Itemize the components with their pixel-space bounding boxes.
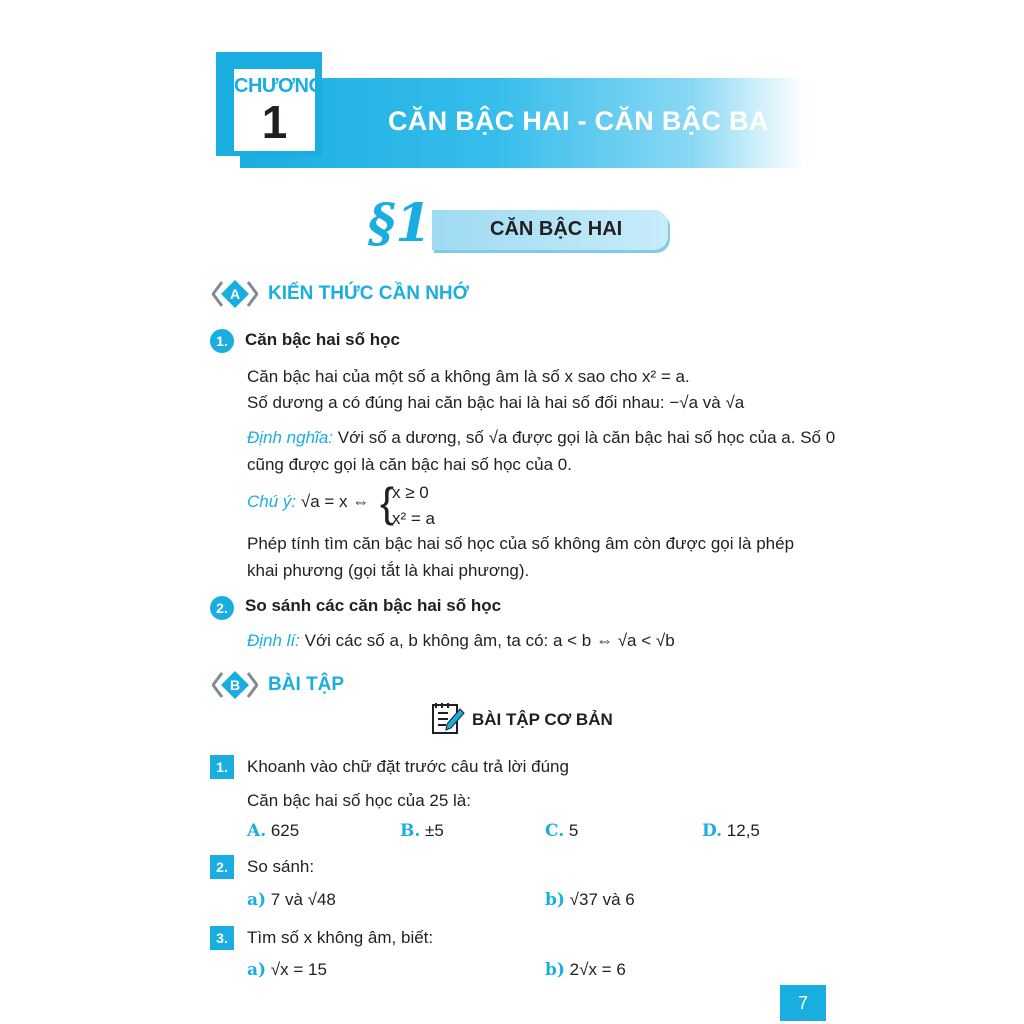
part-b-letter: B [229, 677, 241, 693]
part-a-letter: A [229, 286, 241, 302]
paragraph-line-2: khai phương (gọi tắt là khai phương). [247, 561, 530, 580]
part-a-diamond-icon [212, 279, 258, 309]
question-2a [247, 889, 336, 911]
theorem-label: Định lí: [247, 631, 300, 650]
section-symbol: §1 [368, 193, 432, 254]
question-3b-text: 2√x = 6 [569, 960, 626, 979]
knowledge-item-2-title: So sánh các căn bậc hai số học [245, 596, 502, 615]
section-title: CĂN BẬC HAI [490, 218, 623, 240]
question-3b-label: b) [545, 960, 565, 980]
question-1-prompt: Căn bậc hai số học của 25 là: [247, 791, 471, 810]
choice-b-value: ±5 [425, 821, 444, 840]
note-brace: { [380, 479, 395, 526]
page-number: 7 [780, 985, 826, 1021]
choice-b [400, 820, 444, 842]
question-3a-text: √x = 15 [270, 960, 327, 979]
part-b-title: BÀI TẬP [268, 674, 344, 695]
choice-b-letter: B. [400, 821, 421, 841]
question-2b-text: √37 và 6 [569, 890, 635, 909]
definition-text-2: cũng được gọi là căn bậc hai số học của 0. [247, 455, 572, 474]
question-2a-label: a) [247, 890, 267, 910]
definition-paragraph [247, 427, 835, 449]
note-label: Chú ý: [247, 492, 297, 511]
question-2-badge: 2. [210, 855, 234, 879]
question-2b [545, 889, 635, 911]
knowledge-item-2-badge: 2. [210, 596, 234, 620]
question-3b [545, 959, 626, 981]
question-1-text: Khoanh vào chữ đặt trước câu trả lời đúng [247, 757, 569, 776]
question-3a-label: a) [247, 960, 267, 980]
paragraph-line-1: Phép tính tìm căn bậc hai số học của số không âm còn được gọi là phép [247, 534, 795, 553]
question-2a-text: 7 và √48 [270, 890, 336, 909]
chapter-title: CĂN BẬC HAI - CĂN BẬC BA [388, 106, 769, 136]
definition-line-2: Số dương a có đúng hai căn bậc hai là hai số đối nhau: −√a và √a [247, 393, 745, 412]
note-formula: √a = x ⇔ [300, 492, 370, 511]
exercises-heading: BÀI TẬP CƠ BẢN [472, 710, 613, 729]
knowledge-item-1-badge: 1. [210, 329, 234, 353]
choice-d [702, 820, 760, 842]
theorem-line [247, 630, 675, 652]
question-2-text: So sánh: [247, 857, 315, 876]
choice-d-value: 12,5 [726, 821, 760, 840]
chapter-word: CHƯƠNG [234, 75, 324, 97]
choice-a-letter: A. [247, 821, 267, 841]
definition-label: Định nghĩa: [247, 428, 334, 447]
choice-a [247, 820, 299, 842]
notepad-pencil-icon [430, 701, 466, 737]
choice-c [545, 820, 578, 842]
choice-a-value: 625 [270, 821, 300, 840]
knowledge-item-1-title: Căn bậc hai số học [245, 330, 400, 349]
part-b-diamond-icon [212, 670, 258, 700]
choice-d-letter: D. [702, 821, 723, 841]
question-2b-label: b) [545, 890, 565, 910]
note-case-1: x ≥ 0 [392, 483, 429, 502]
note-case-2: x² = a [392, 509, 435, 528]
choice-c-letter: C. [545, 821, 565, 841]
question-3-text: Tìm số x không âm, biết: [247, 928, 434, 947]
question-1-badge: 1. [210, 755, 234, 779]
question-3-badge: 3. [210, 926, 234, 950]
question-3a [247, 959, 327, 981]
note-line [247, 491, 369, 513]
chapter-label-box [231, 66, 324, 154]
choice-c-value: 5 [568, 821, 579, 840]
definition-text: Với số a dương, số √a được gọi là căn bậc hai số học của a. Số 0 [333, 428, 836, 447]
part-a-title: KIẾN THỨC CẦN NHỚ [268, 283, 469, 304]
definition-line-1: Căn bậc hai của một số a không âm là số x sao cho x² = a. [247, 367, 690, 386]
chapter-number: 1 [261, 96, 288, 148]
theorem-text: Với các số a, b không âm, ta có: a < b ⇔ √a < √b [299, 631, 675, 650]
